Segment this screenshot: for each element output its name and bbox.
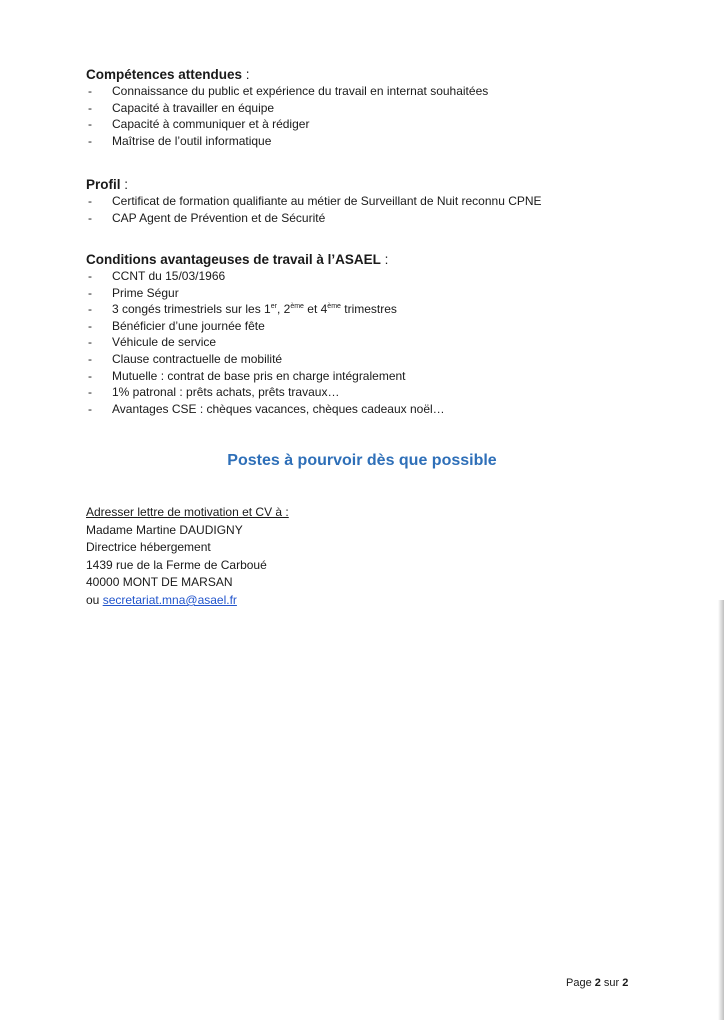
list-item: - Véhicule de service bbox=[86, 334, 646, 351]
contact-city: 40000 MONT DE MARSAN bbox=[86, 575, 233, 590]
list-item: - Connaissance du public et expérience du travail en internat souhaitées bbox=[86, 83, 646, 100]
list-item: - Capacité à travailler en équipe bbox=[86, 100, 646, 117]
footer-text: Page bbox=[566, 977, 595, 989]
conges-text: , 2 bbox=[276, 302, 291, 317]
contact-label: Adresser lettre de motivation et CV à : bbox=[86, 505, 289, 519]
conges-text: trimestres bbox=[340, 302, 397, 317]
list-item: - CCNT du 15/03/1966 bbox=[86, 268, 646, 285]
section-competences bbox=[86, 66, 646, 149]
conges-text: 3 congés trimestriels sur les 1 bbox=[112, 302, 271, 317]
contact-role: Directrice hébergement bbox=[86, 540, 211, 555]
section-profil bbox=[86, 176, 646, 226]
list-item: - Capacité à communiquer et à rédiger bbox=[86, 116, 646, 133]
contact-name: Madame Martine DAUDIGNY bbox=[86, 522, 243, 537]
list-item: - Avantages CSE : chèques vacances, chèques cadeaux noël… bbox=[86, 401, 646, 418]
section-conditions bbox=[86, 251, 646, 417]
list-item: - Clause contractuelle de mobilité bbox=[86, 351, 646, 368]
email-link[interactable]: secretariat.mna@asael.fr bbox=[102, 592, 237, 607]
contact-street: 1439 rue de la Ferme de Carboué bbox=[86, 557, 267, 572]
list-item: - Prime Ségur bbox=[86, 285, 646, 302]
section-heading bbox=[86, 176, 646, 193]
heading-colon: : bbox=[242, 67, 250, 82]
scan-edge-shadow bbox=[718, 600, 724, 1020]
page-total: 2 bbox=[622, 977, 629, 989]
heading-text: Profil bbox=[86, 177, 121, 192]
list-item: - Certificat de formation qualifiante au métier de Surveillant de Nuit reconnu CPNE bbox=[86, 193, 646, 210]
profil-list bbox=[86, 193, 646, 226]
footer-text: sur bbox=[600, 977, 623, 989]
list-item-conges bbox=[86, 301, 646, 318]
heading-colon: : bbox=[120, 177, 129, 192]
list-item: - Maîtrise de l’outil informatique bbox=[86, 133, 646, 150]
superscript: ème bbox=[290, 303, 304, 311]
list-item: - Bénéficier d’une journée fête bbox=[86, 318, 646, 335]
section-heading bbox=[86, 66, 646, 83]
heading-text: Compétences attendues bbox=[86, 67, 243, 82]
superscript: ème bbox=[327, 303, 341, 311]
postes-title: Postes à pourvoir dès que possible bbox=[227, 452, 497, 469]
section-heading bbox=[86, 251, 646, 268]
conditions-list bbox=[86, 268, 646, 417]
list-item: - 1% patronal : prêts achats, prêts travaux… bbox=[86, 384, 646, 401]
superscript: er bbox=[270, 303, 277, 311]
page-number: 2 bbox=[594, 977, 601, 989]
list-item: - CAP Agent de Prévention et de Sécurité bbox=[86, 210, 646, 227]
heading-text: Conditions avantageuses de travail à l’ASAEL bbox=[86, 252, 381, 267]
contact-ou: ou bbox=[86, 592, 103, 607]
page-footer bbox=[566, 977, 628, 989]
contact-block bbox=[86, 504, 289, 610]
contact-email-line bbox=[86, 592, 289, 610]
heading-colon: : bbox=[380, 252, 389, 267]
competences-list bbox=[86, 83, 646, 149]
list-item: - Mutuelle : contrat de base pris en charge intégralement bbox=[86, 368, 646, 385]
conges-text: et 4 bbox=[303, 302, 328, 317]
